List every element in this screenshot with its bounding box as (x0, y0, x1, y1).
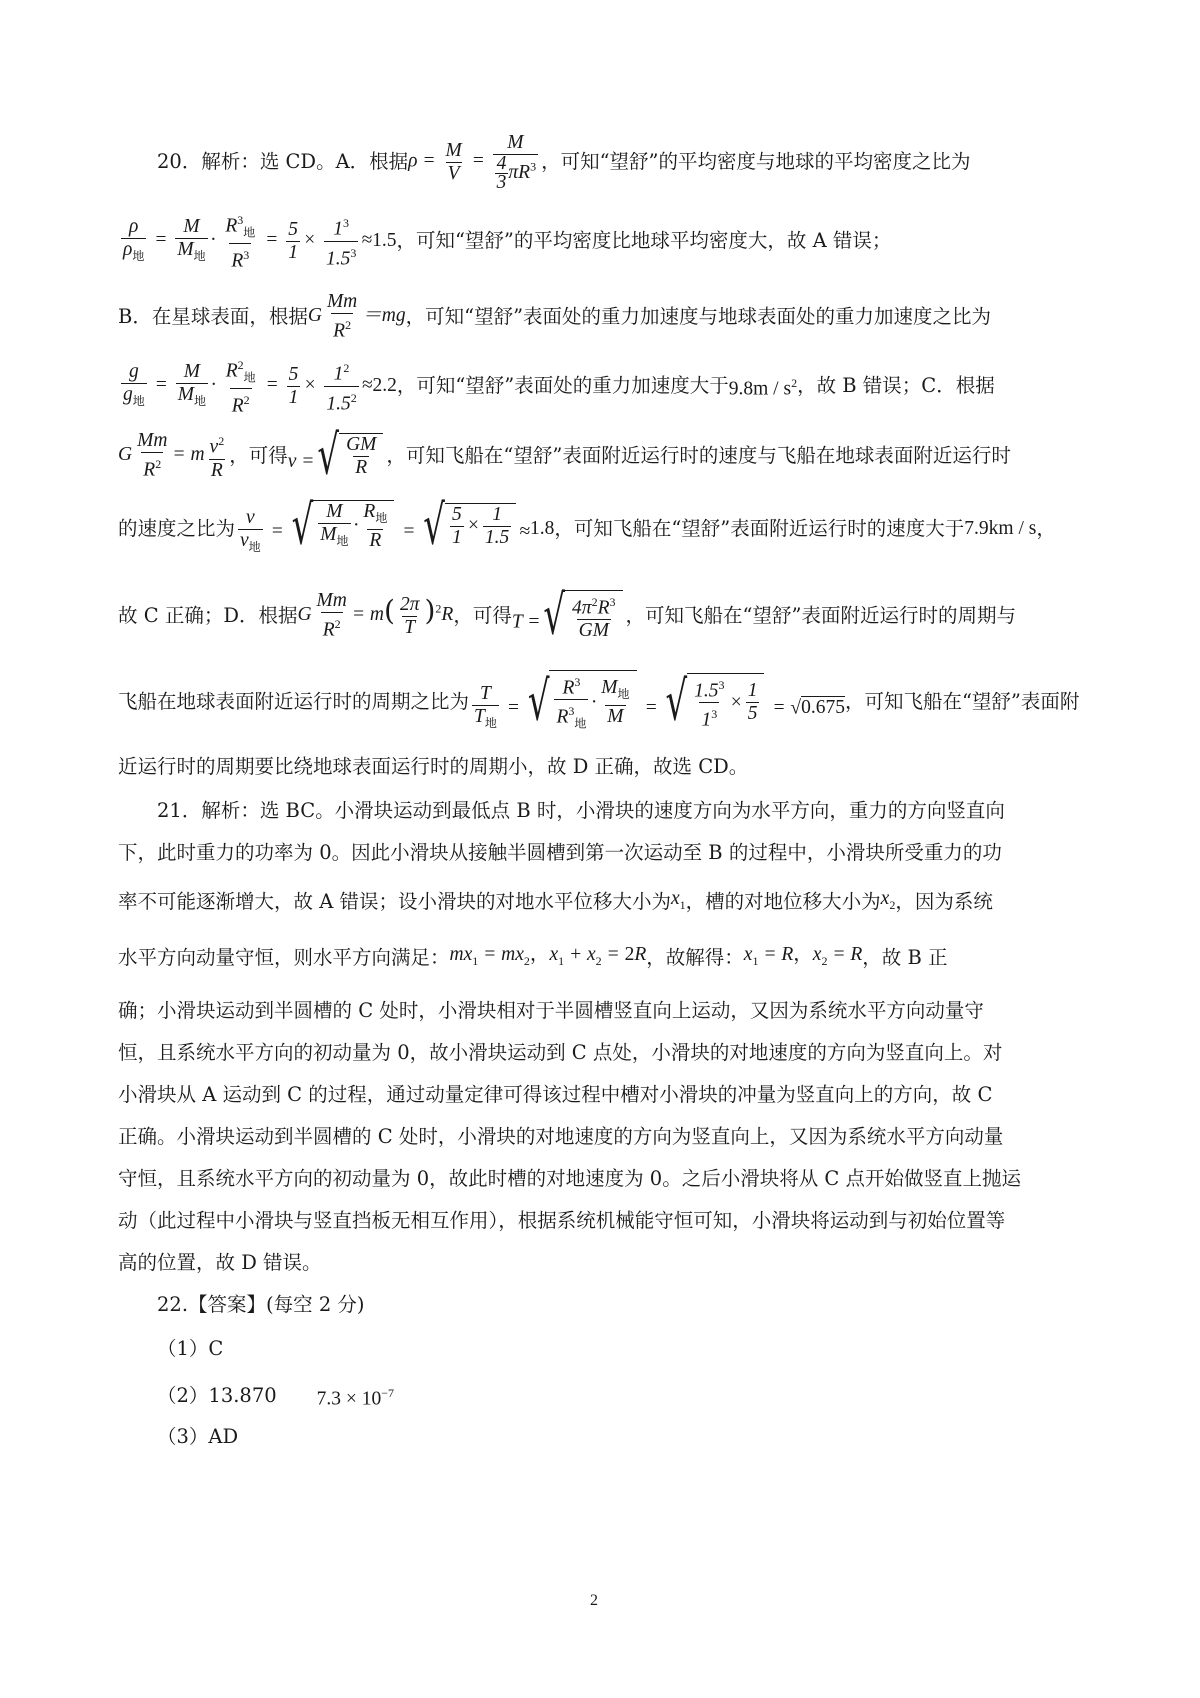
q20-line-5 (118, 424, 1103, 488)
text: ，可知“望舒”的平均密度与地球的平均密度之比为 (541, 150, 971, 173)
q21-line-5: 确；小滑块运动到半圆槽的 C 处时，小滑块相对于半圆槽竖直向上运动，又因为系统水平方向动量守 (118, 999, 984, 1022)
formula-velocity-ratio: $\frac{v}{v_地}$ = √ $\frac{M}{M_地}$ · $\frac{R_地}{R}$ = √ $\frac{5}{1}$ × $\frac{1}{1.5}$ ≈ (240, 493, 530, 558)
answer-2-value: $7.3 \times 10^{-7}$ (316, 1386, 395, 1410)
q20-line-4 (118, 358, 1103, 417)
text: ，可知“望舒”表面处的重力加速度大于 (396, 374, 729, 397)
text: 20．解析：选 CD。A．根据 (157, 150, 409, 173)
q21-line-1: 21．解析：选 BC。小滑块运动到最低点 B 时，小滑块的速度方向为水平方向，重力的方向竖直向 (157, 799, 1005, 822)
q21-line-2: 下，此时重力的功率为 0。因此小滑块从接触半圆槽到第一次运动至 B 的过程中，小滑块所受重力的功 (118, 841, 1002, 864)
q22-answer-2 (157, 1378, 1142, 1415)
formula-x1: $x_1$ (670, 888, 686, 912)
text: ，可知飞船在“望舒”表面附近运行时的周期与 (625, 604, 1016, 627)
formula-surface-gravity: G $\frac{Mm}{R^2}$ ＝mg (307, 291, 406, 342)
earth-velocity-value: 7.9km / s (964, 518, 1037, 539)
q20-line-7 (118, 586, 1103, 646)
text: 率不可能逐渐增大，故 A 错误；设小滑块的对地水平位移大小为 (118, 889, 671, 913)
q22-heading: 22.【答案】(每空 2 分) (157, 1293, 365, 1316)
formula-density-ratio: $\frac{\rho}{\rho_地}$ = $\frac{M}{M_地}$ · $\frac{R^3_地}{R^3}$ = $\frac{5}{1}$ × $\frac{1^3}{1.5^3}$ ≈ (123, 213, 373, 272)
velocity-ratio-value: 1.8 (529, 518, 555, 539)
q20-line-2 (118, 213, 1103, 272)
formula-orbital-velocity: G $\frac{Mm}{R^2}$ = m $\frac{v^2}{R}$ (118, 430, 225, 481)
q20-line-8 (118, 672, 1103, 732)
text: 的速度之比为 (118, 517, 236, 540)
text: ，槽的对地位移大小为 (685, 889, 881, 913)
formula-density: ρ = $\frac{M}{V}$ = M $\frac{4}{3}$ $\pi R^3$ (408, 132, 537, 193)
formula-T: T = √ $\frac{4\pi^2R^3}{GM}$ (512, 590, 626, 643)
q20-line-3 (118, 292, 1103, 342)
formula-period: G $\frac{Mm}{R^2}$ = m( $\frac{2\pi}{T}$ )$^2$R (297, 590, 454, 641)
q20-line-9: 近运行时的周期要比绕地球表面运行时的周期小，故 D 正确，故选 CD。 (118, 755, 749, 778)
text: ，可知“望舒”的平均密度比地球平均密度大，故 A 错误； (396, 229, 892, 252)
text: ，因为系统 (895, 889, 993, 913)
gravity-ratio-value: 2.2 (372, 375, 397, 396)
text: 故 C 正确；D．根据 (118, 604, 298, 627)
q21-line-9: 守恒，且系统水平方向的初动量为 0，故此时槽的对地速度为 0。之后小滑块将从 C 点开始做竖直上抛运 (118, 1167, 1022, 1190)
q21-line-6: 恒，且系统水平方向的初动量为 0，故小滑块运动到 C 点处，小滑块的对地速度的方向为竖直向上。对 (118, 1041, 1003, 1064)
q20-line-6: 的速度之比为 $\frac{v}{v_地}$ = √ $\frac{M}{M_地}$ · $\frac{R_地}{R}$ = √ $\frac{5}{1}$ × $\frac{1}{1.5}$ ≈ 1.8 ，可知飞船在“望舒”表面附近运行时的速度大于 7.9km / s ， (118, 493, 1056, 558)
text: ，可得 (453, 604, 512, 627)
q20-line-1 (157, 132, 1142, 192)
text: B．在星球表面，根据 (118, 305, 308, 328)
text: ，可知“望舒”表面处的重力加速度与地球表面处的重力加速度之比为 (405, 305, 992, 328)
formula-gravity-ratio: $\frac{g}{g_地}$ = $\frac{M}{M_地}$ · $\frac{R^2_地}{R^2}$ = $\frac{5}{1}$ × $\frac{1^2}{1.5^2}$ ≈ (123, 358, 373, 417)
q22-answer-1: （1）C (157, 1337, 224, 1360)
q21-line-3 (118, 884, 1103, 920)
earth-gravity-value: $9.8m / s^2$ (728, 375, 798, 400)
text: ，故 B 正 (862, 945, 948, 969)
page-number: 2 (590, 1592, 598, 1609)
formula-momentum: $mx_1 = mx_2$，$x_1 + x_2 = 2R$ (449, 944, 647, 968)
text: ，故解得： (646, 945, 744, 969)
formula-v: v = √ $\frac{GM}{R}$ (288, 433, 387, 479)
density-ratio-value: 1.5 (372, 230, 397, 251)
q21-line-4 (118, 940, 1103, 976)
text: ，故 B 错误；C．根据 (797, 374, 995, 397)
q21-line-8: 正确。小滑块运动到半圆槽的 C 处时，小滑块的对地速度的方向为竖直向上，又因为系统水平方向动量 (118, 1125, 1004, 1148)
text: （2）13.870 (157, 1384, 277, 1408)
formula-result: $x_1 = R$，$x_2 = R$ (743, 944, 863, 968)
q22-answer-3: （3）AD (157, 1425, 239, 1448)
text: ，可知飞船在“望舒”表面附近运行时的速度大于 (554, 517, 965, 540)
q21-line-11: 高的位置，故 D 错误。 (118, 1251, 322, 1274)
formula-x2: $x_2$ (880, 888, 896, 912)
q21-line-10: 动（此过程中小滑块与竖直挡板无相互作用），根据系统机械能守恒可知，小滑块将运动到与初始位置等 (118, 1209, 1006, 1232)
text: ，可得 (229, 444, 288, 467)
formula-period-ratio: $\frac{T}{T_地}$ = √ $\frac{R^3}{R^3_地}$ · $\frac{M_地}{M}$ = √ $\frac{1.5^3}{1^3}$ × $\frac{1}{5}$ = √0.675 (474, 670, 845, 734)
text: 水平方向动量守恒，则水平方向满足： (118, 945, 450, 969)
text: 飞船在地球表面附近运行时的周期之比为 (118, 690, 470, 713)
text: ，可知飞船在“望舒”表面附 (844, 690, 1080, 713)
text: ，可知飞船在“望舒”表面附近运行时的速度与飞船在地球表面附近运行时 (386, 444, 1011, 467)
q21-line-7: 小滑块从 A 运动到 C 的过程，通过动量定律可得该过程中槽对小滑块的冲量为竖直向上的方向，故 C (118, 1083, 993, 1106)
